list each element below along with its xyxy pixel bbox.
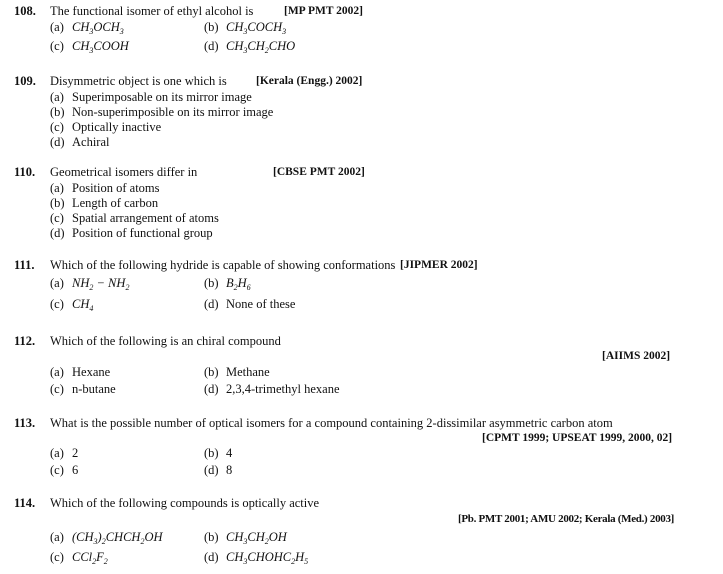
option-formula: $CH_3CH_2OH$	[226, 530, 287, 546]
option-text: 2	[72, 446, 79, 460]
question-stem: Geometrical isomers differ in	[50, 165, 198, 179]
option-text: None of these	[226, 297, 296, 311]
option-text: Non-superimposible on its mirror image	[72, 105, 274, 119]
option-label: (c)	[50, 120, 64, 134]
exam-source: [CPMT 1999; UPSEAT 1999, 2000, 02]	[482, 432, 673, 444]
option-formula: $CH_3CHOHC_2H_5$	[226, 550, 309, 566]
option-label: (a)	[50, 446, 64, 460]
question-stem: Which of the following is an chiral compound	[50, 334, 281, 348]
option-text: Achiral	[72, 135, 110, 149]
option-c[interactable]	[50, 382, 116, 397]
option-label: (d)	[204, 550, 219, 564]
option-c[interactable]	[50, 39, 129, 54]
option-label: (c)	[50, 297, 64, 311]
question-stem: Which of the following hydride is capable of showing conformations	[50, 258, 396, 272]
option-label: (b)	[50, 196, 65, 210]
option-formula: $B_2H_6$	[226, 276, 251, 292]
option-b[interactable]	[204, 20, 286, 35]
option-label: (d)	[204, 297, 219, 311]
option-d[interactable]	[204, 39, 295, 54]
option-label: (c)	[50, 39, 64, 53]
option-text: Optically inactive	[72, 120, 162, 134]
option-label: (c)	[50, 382, 64, 396]
option-c[interactable]	[50, 297, 93, 312]
option-b[interactable]	[204, 365, 270, 380]
option-label: (c)	[50, 550, 64, 564]
option-c[interactable]	[50, 550, 108, 565]
option-label: (b)	[50, 105, 65, 119]
question-number: 109.	[14, 74, 36, 88]
option-label: (d)	[204, 39, 219, 53]
option-text: 8	[226, 463, 233, 477]
option-d[interactable]	[204, 463, 232, 478]
question-stem: What is the possible number of optical isomers for a compound containing 2-dissimilar asymmetric carbon atom	[50, 416, 613, 430]
option-b[interactable]	[204, 276, 251, 291]
option-label: (d)	[50, 226, 65, 240]
exam-source: [MP PMT 2002]	[284, 5, 363, 17]
option-formula: $CH_4$	[72, 297, 94, 313]
option-formula: $CH_3COCH_3$	[226, 20, 287, 36]
question-number: 113.	[14, 416, 36, 430]
option-d[interactable]	[204, 550, 308, 565]
option-formula: $CH_3OCH_3$	[72, 20, 124, 36]
option-label: (a)	[50, 181, 64, 195]
option-label: (b)	[204, 530, 219, 544]
option-label: (a)	[50, 90, 64, 104]
option-a[interactable]	[50, 90, 252, 105]
option-label: (a)	[50, 530, 64, 544]
option-label: (b)	[204, 365, 219, 379]
question-stem: The functional isomer of ethyl alcohol is	[50, 4, 254, 18]
question-number: 111.	[14, 258, 35, 272]
option-a[interactable]	[50, 365, 110, 380]
option-text: Hexane	[72, 365, 111, 379]
option-c[interactable]	[50, 211, 219, 226]
option-a[interactable]	[50, 446, 78, 461]
option-text: n-butane	[72, 382, 116, 396]
option-a[interactable]	[50, 181, 160, 196]
option-a[interactable]	[50, 276, 129, 291]
option-text: Position of atoms	[72, 181, 160, 195]
option-label: (a)	[50, 276, 64, 290]
option-d[interactable]	[204, 297, 295, 312]
question-number: 110.	[14, 165, 36, 179]
option-formula: $NH_2 - NH_2$	[72, 276, 130, 292]
option-text: 2,3,4-trimethyl hexane	[226, 382, 340, 396]
option-label: (a)	[50, 365, 64, 379]
question-number: 114.	[14, 496, 36, 510]
exam-source: [CBSE PMT 2002]	[273, 166, 365, 178]
option-c[interactable]	[50, 463, 78, 478]
option-label: (b)	[204, 276, 219, 290]
option-label: (d)	[204, 382, 219, 396]
exam-source: [AIIMS 2002]	[602, 350, 671, 362]
option-formula: $CH_3COOH$	[72, 39, 129, 55]
option-b[interactable]	[204, 446, 232, 461]
exam-source: [JIPMER 2002]	[400, 259, 478, 271]
question-stem: Which of the following compounds is optically active	[50, 496, 320, 510]
option-label: (b)	[204, 446, 219, 460]
option-label: (c)	[50, 463, 64, 477]
option-label: (b)	[204, 20, 219, 34]
question-number: 112.	[14, 334, 36, 348]
option-d[interactable]	[50, 226, 213, 241]
option-text: Methane	[226, 365, 270, 379]
option-label: (d)	[204, 463, 219, 477]
option-b[interactable]	[204, 530, 287, 545]
question-number: 108.	[14, 4, 36, 18]
option-text: 4	[226, 446, 233, 460]
option-formula: $CH_3CH_2CHO$	[226, 39, 296, 55]
option-a[interactable]	[50, 530, 163, 545]
option-text: Spatial arrangement of atoms	[72, 211, 219, 225]
option-formula: $CCl_2F_2$	[72, 550, 108, 566]
exam-source: [Pb. PMT 2001; AMU 2002; Kerala (Med.) 2003]	[458, 513, 675, 525]
option-text: Position of functional group	[72, 226, 213, 240]
question-stem: Disymmetric object is one which is	[50, 74, 227, 88]
option-d[interactable]	[204, 382, 340, 397]
option-formula: $(CH_3)_2CHCH_2OH$	[72, 530, 163, 546]
option-text: Length of carbon	[72, 196, 159, 210]
option-a[interactable]	[50, 20, 124, 35]
exam-source: [Kerala (Engg.) 2002]	[256, 75, 363, 87]
option-c[interactable]	[50, 120, 161, 135]
option-b[interactable]	[50, 196, 158, 211]
option-d[interactable]	[50, 135, 109, 150]
option-text: 6	[72, 463, 79, 477]
option-label: (c)	[50, 211, 64, 225]
option-b[interactable]	[50, 105, 273, 120]
option-label: (a)	[50, 20, 64, 34]
option-text: Superimposable on its mirror image	[72, 90, 252, 104]
option-label: (d)	[50, 135, 65, 149]
